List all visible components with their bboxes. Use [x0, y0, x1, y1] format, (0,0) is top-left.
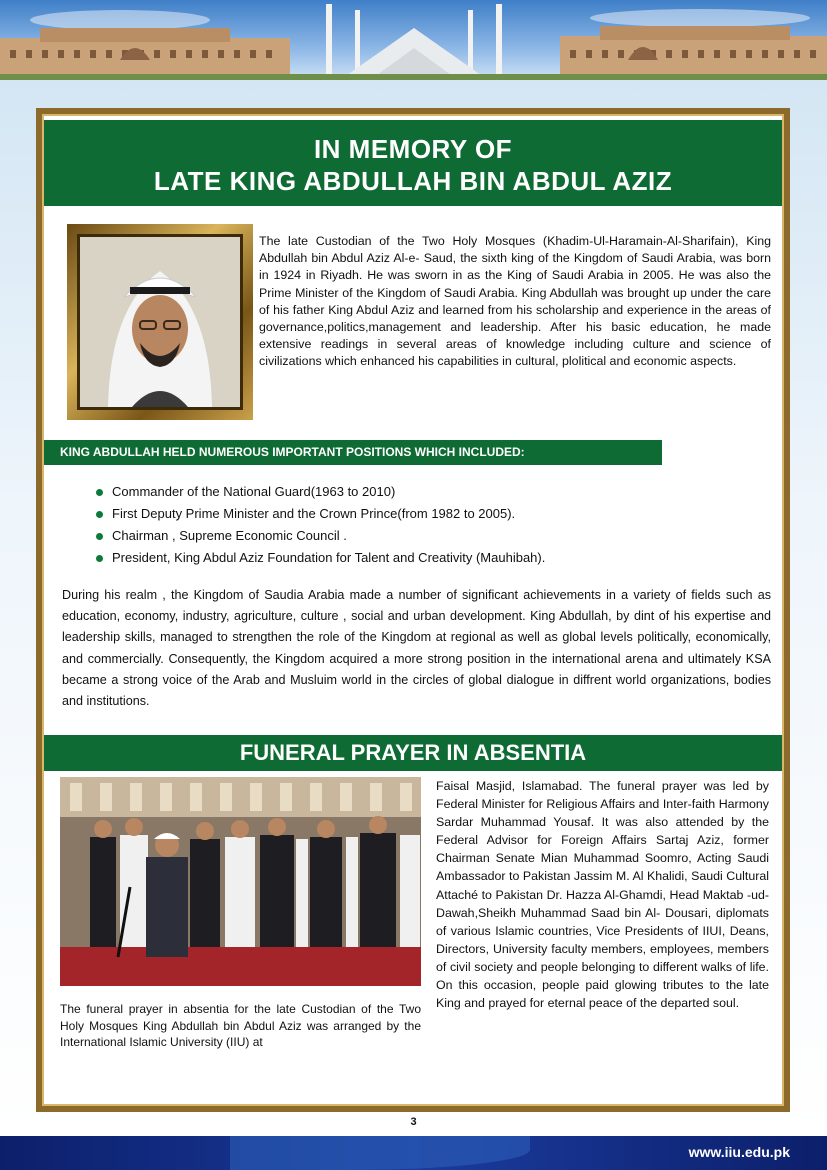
position-text: Chairman , Supreme Economic Council .	[112, 528, 347, 543]
funeral-prayer-photo	[60, 777, 421, 986]
position-text: Commander of the National Guard(1963 to 2010)	[112, 484, 396, 499]
page-number: 3	[410, 1116, 417, 1128]
title-line-2: LATE KING ABDULLAH BIN ABDUL AZIZ	[153, 166, 673, 196]
bullet-icon	[96, 555, 103, 562]
bullet-icon	[96, 489, 103, 496]
prayer-photo-image	[60, 777, 421, 986]
footer-bar	[0, 1136, 827, 1170]
title-line-1: IN MEMORY OF	[313, 134, 513, 164]
funeral-caption: The funeral prayer in absentia for the late Custodian of the Two Holy Mosques King Abdullah bin Abdul Aziz was arranged by the International Islamic University (IIU) at	[60, 1002, 421, 1050]
bullet-icon	[96, 533, 103, 540]
footer-wave	[230, 1136, 530, 1170]
funeral-continued-text: Faisal Masjid, Islamabad. The funeral prayer was led by Federal Minister for Religious Affairs and Inter-faith Harmony Sardar Muhammad Yousaf. It was also attended by the Federal Advisor for Foreign Affairs Sartaj Aziz, former Chairman Senate Mian Muhammad Soomro, Acting Saudi Ambassador to Pakistan Jassim M. Al Khalidi, Saudi Cultural Attaché to Pakistan Dr. Hazza Al-Ghamdi, Head Maktab -ud-Dawah,Sheikh Muhammad Saad bin Al- Dousari, diplomats of various Islamic countries, Vice Presidents of IIUI, Deans, Directors, University faculty members, employees, members of civil society and people belonging to different walks of life. On this occasion, people paid glowing tributes to the late King and prayed for eternal peace of the departed soul.	[436, 779, 769, 1011]
portrait-image	[80, 237, 240, 407]
header-banner	[0, 0, 827, 80]
list-item	[96, 481, 545, 503]
bullet-icon	[96, 511, 103, 518]
position-text: First Deputy Prime Minister and the Crown Prince(from 1982 to 2005).	[112, 506, 516, 521]
list-item	[96, 525, 545, 547]
list-item	[96, 503, 545, 525]
positions-list	[96, 481, 545, 569]
position-text: President, King Abdul Aziz Foundation for Talent and Creativity (Mauhibah).	[112, 550, 546, 565]
website-link[interactable]: www.iiu.edu.pk	[688, 1144, 790, 1160]
page-title	[44, 120, 782, 206]
funeral-heading: FUNERAL PRAYER IN ABSENTIA	[44, 735, 782, 771]
realm-paragraph: During his realm , the Kingdom of Saudia Arabia made a number of significant achievements in a variety of fields such as education, economy, industry, agriculture, culture , social and urban development. King Abdullah, by dint of his expertise and leadership skills, managed to strengthen the role of the Kingdom at regional as well as global levels politically, economically, and commercially. Consequently, the Kingdom acquired a more strong position in the international arena and ultimately KSA became a strong voice of the Arab and Musluim world in the circles of global dialogue in diffrent world organizations, bodies and institutions.	[62, 588, 771, 709]
positions-heading: KING ABDULLAH HELD NUMEROUS IMPORTANT POSITIONS WHICH INCLUDED:	[44, 440, 662, 465]
king-portrait	[77, 234, 243, 410]
list-item	[96, 547, 545, 569]
campus-skyline-image	[0, 0, 827, 80]
king-portrait-frame	[67, 224, 253, 420]
intro-paragraph: The late Custodian of the Two Holy Mosques (Khadim-Ul-Haramain-Al-Sharifain), King Abdullah bin Abdul Aziz Al-e- Saud, the sixth king of the Kingdom of Saudi Arabia, was born in 1924 in Riyadh. He was sworn in as the King of Saudi Arabia in 2005. He was also the Prime Minister of the Kingdom of Saudi Arabia. King Abdullah was brought up under the care of his father King Abdul Aziz and learned from his scholarship and experience in the areas of governance,politics,management and leadership. After his basic education, he made extensive readings in several areas of knowledge including culture and science of civilizations which enhanced his capabilities in cultural, plolitical and economic aspects.	[259, 234, 771, 369]
